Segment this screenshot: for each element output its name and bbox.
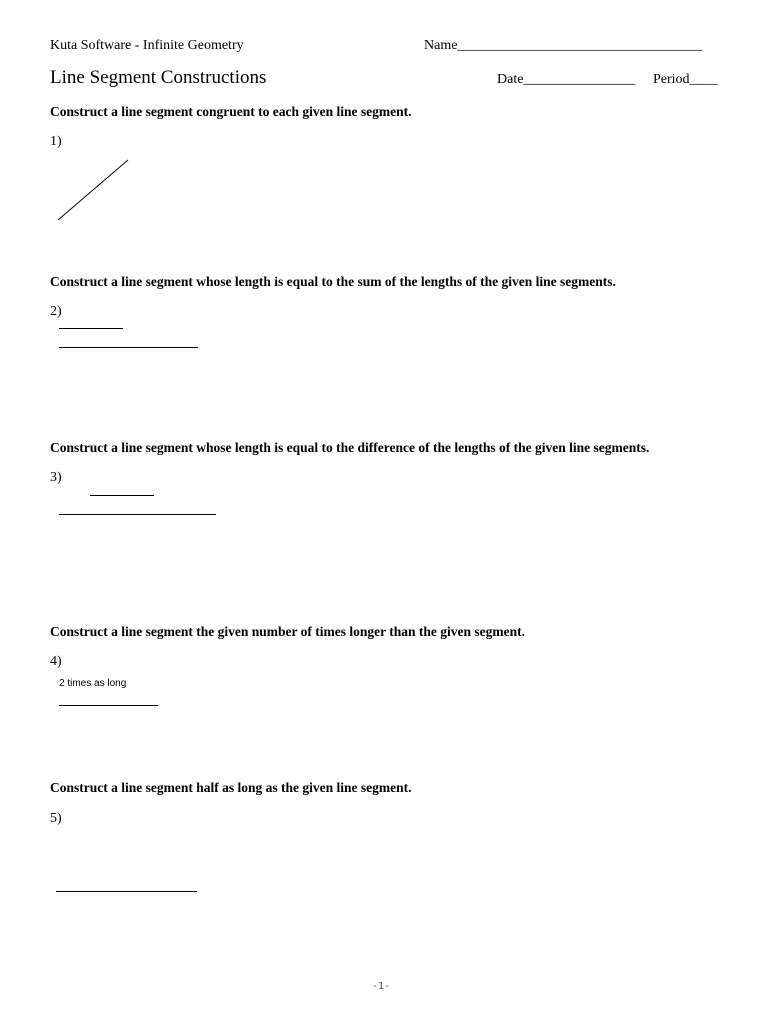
problem-1-number: 1) [50, 134, 62, 149]
problem-2-instruction: Construct a line segment whose length is equal to the sum of the lengths of the given line segments. [50, 274, 616, 289]
problem-4-note: 2 times as long [59, 678, 127, 689]
problem-2-number: 2) [50, 304, 62, 319]
problem-3-segment-b [59, 514, 216, 515]
page-number: -1- [372, 981, 391, 992]
problem-3-segment-a [90, 495, 154, 496]
problem-5-segment [56, 891, 197, 892]
problem-4-instruction: Construct a line segment the given number of times longer than the given segment. [50, 624, 525, 639]
date-field[interactable]: Date________________ [497, 72, 636, 87]
problem-3-number: 3) [50, 470, 62, 485]
period-field[interactable]: Period____ [653, 72, 718, 87]
problem-1-segment [58, 160, 128, 220]
problem-2-segment-a [59, 328, 123, 329]
problem-5-number: 5) [50, 811, 62, 826]
problem-4-number: 4) [50, 654, 62, 669]
problem-2-segment-b [59, 347, 198, 348]
worksheet-title: Line Segment Constructions [50, 67, 267, 88]
publisher-label: Kuta Software - Infinite Geometry [50, 38, 244, 53]
problem-3-instruction: Construct a line segment whose length is equal to the difference of the lengths of the given line segments. [50, 440, 650, 455]
problem-5-instruction: Construct a line segment half as long as the given line segment. [50, 780, 412, 795]
name-field[interactable]: Name___________________________________ [424, 38, 703, 53]
problem-1-instruction: Construct a line segment congruent to each given line segment. [50, 104, 412, 119]
problem-4-segment [59, 705, 158, 706]
